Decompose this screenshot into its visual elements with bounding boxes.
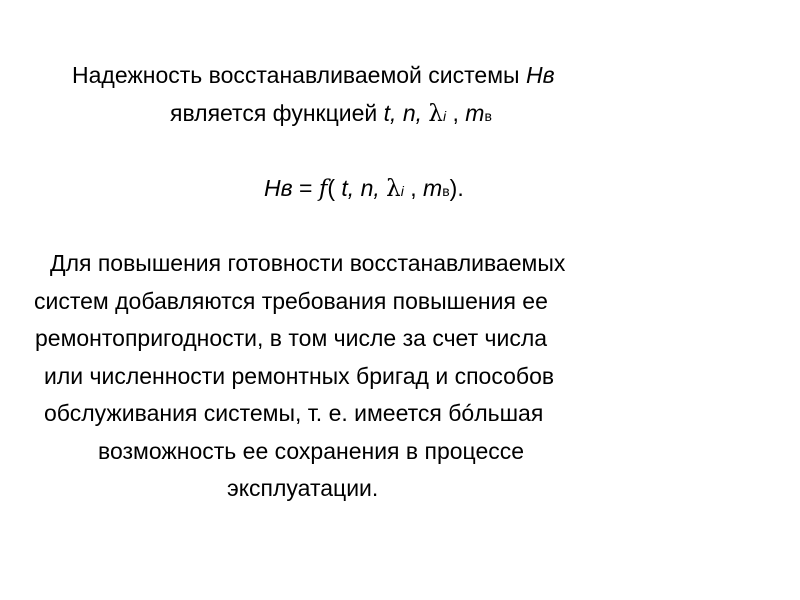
paragraph1-text: Надежность восстанавливаемой системы — [72, 62, 526, 88]
paragraph2-line: эксплуатации. — [227, 475, 379, 501]
variables-text: t, n, — [383, 100, 429, 126]
paragraph2-line: ремонтопригодности, в том числе за счет числа — [35, 325, 548, 351]
paragraph1-text: является функцией — [170, 100, 384, 126]
paragraph1-line1 — [72, 64, 555, 87]
m-subscript: в — [442, 183, 450, 199]
m-symbol: m — [465, 100, 485, 126]
lambda-subscript: i — [442, 108, 447, 124]
formula-lhs: Нв — [264, 175, 293, 201]
separator-text: , — [446, 100, 466, 126]
formula — [264, 177, 464, 201]
formula-variables: t, n, — [341, 175, 387, 201]
m-subscript: в — [484, 108, 492, 124]
lambda-subscript: i — [400, 183, 404, 199]
paragraph2-line: систем добавляются требования повышения ее — [34, 288, 548, 314]
paragraph2-line: Для повышения готовности восстанавливаемых — [50, 250, 566, 276]
lambda-symbol: λ — [428, 101, 443, 127]
formula-equals: = — [292, 175, 319, 201]
function-symbol: f — [318, 176, 328, 202]
formula-close: ). — [449, 175, 464, 201]
lambda-symbol: λ — [386, 176, 401, 202]
paragraph1-line2 — [170, 102, 492, 126]
separator-text: , — [403, 175, 424, 201]
paragraph2-line: возможность ее сохранения в процессе — [98, 438, 525, 464]
formula-open-paren: ( — [327, 175, 342, 201]
reliability-symbol: Нв — [525, 62, 555, 88]
m-symbol: m — [423, 175, 443, 201]
paragraph2-line: обслуживания системы, т. е. имеется бóльшая — [44, 400, 544, 426]
paragraph2-line: или численности ремонтных бригад и способов — [44, 363, 555, 389]
